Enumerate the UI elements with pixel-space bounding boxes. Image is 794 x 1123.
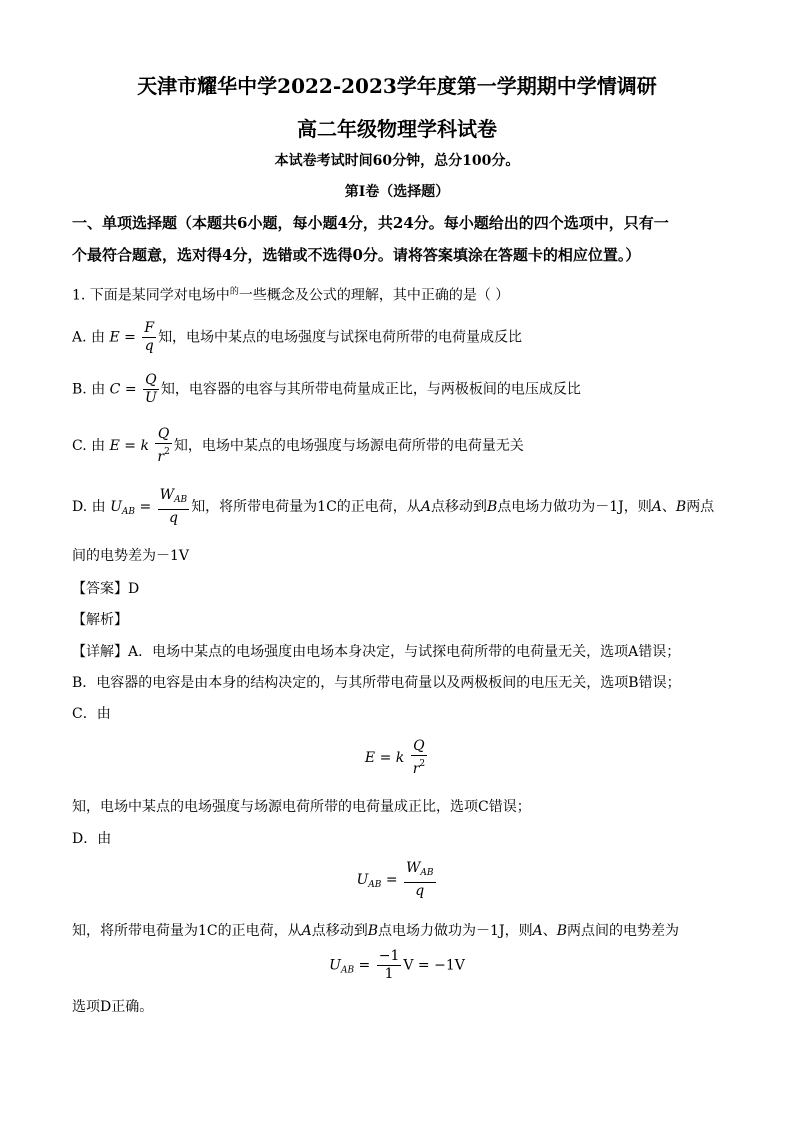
formula-potential-difference: $U_{AB}$ = $\frac{W_{AB}}{q}$ xyxy=(356,860,434,899)
formula-f-over-q: $\frac{F}{q}$ xyxy=(144,320,155,354)
option-d: D. 由 $U_{AB}$ = $\frac{W_{AB}}{q}$ 知，将所带电荷量为1C的正电荷，从A点移动到B点电场力做功为－1J，则A、B两点 xyxy=(72,487,715,526)
part-label: 第Ⅰ卷（选择题） xyxy=(344,184,450,200)
stem-mark: 的 xyxy=(229,287,239,297)
question-stem: 1. 下面是某同学对电场中$^的$一些概念及公式的理解，其中正确的是（ ） xyxy=(72,287,510,304)
detail-a: 【详解】A．电场中某点的电场强度由电场本身决定，与试探电荷所带的电荷量无关，选项A错误； xyxy=(72,644,681,660)
option-c: C. 由 E = k $\frac{Q}{r^2}$ 知，电场中某点的电场强度与场源电荷所带的电荷量无关 xyxy=(72,426,524,465)
detail-c-conclusion: 知，电场中某点的电场强度与场源电荷所带的电荷量成正比，选项C错误； xyxy=(72,799,531,815)
exam-subtitle: 高二年级物理学科试卷 xyxy=(297,117,497,141)
detail-b: B．电容器的电容是由本身的结构决定的，与其所带电荷量以及两极板间的电压无关，选项B错误； xyxy=(72,675,681,691)
answer-line: 【答案】D xyxy=(72,581,140,597)
detail-d-conclusion: 选项D正确。 xyxy=(72,999,154,1015)
formula-q-over-u: $\frac{Q}{U}$ xyxy=(145,372,157,406)
option-d-line2: 间的电势差为－1V xyxy=(72,548,190,564)
formula-q-over-r2: $\frac{Q}{r^2}$ xyxy=(157,426,170,465)
analysis-label: 【解析】 xyxy=(72,612,128,628)
option-b: B. 由 C = $\frac{Q}{U}$ 知，电容器的电容与其所带电荷量成正比，与两极板间的电压成反比 xyxy=(72,372,581,406)
exam-info: 本试卷考试时间60分钟，总分100分。 xyxy=(274,153,520,169)
formula-w-over-q: $\frac{W_{AB}}{q}$ xyxy=(159,487,188,526)
detail-d-by: D．由 xyxy=(72,831,112,847)
detail-c-by: C．由 xyxy=(72,706,111,722)
section-instructions-line1: 一、单项选择题（本题共6小题，每小题4分，共24分。每小题给出的四个选项中，只有一 xyxy=(72,214,669,232)
option-a: A. 由 E = $\frac{F}{q}$ 知，电场中某点的电场强度与试探电荷所带的电荷量成反比 xyxy=(72,320,523,354)
section-instructions-line2: 个最符合题意，选对得4分，选错或不选得0分。请将答案填涂在答题卡的相应位置。） xyxy=(72,246,641,264)
exam-title: 天津市耀华中学2022-2023学年度第一学期期中学情调研 xyxy=(137,74,657,98)
detail-d-text: 知，将所带电荷量为1C的正电荷，从A点移动到B点电场力做功为－1J，则A、B两点间的电势差为 xyxy=(72,923,679,939)
formula-coulomb-field: E = k $\frac{Q}{r^2}$ xyxy=(364,738,426,777)
formula-result: $U_{AB}$ = $\frac{-1}{1}$ V = −1V xyxy=(329,948,465,982)
